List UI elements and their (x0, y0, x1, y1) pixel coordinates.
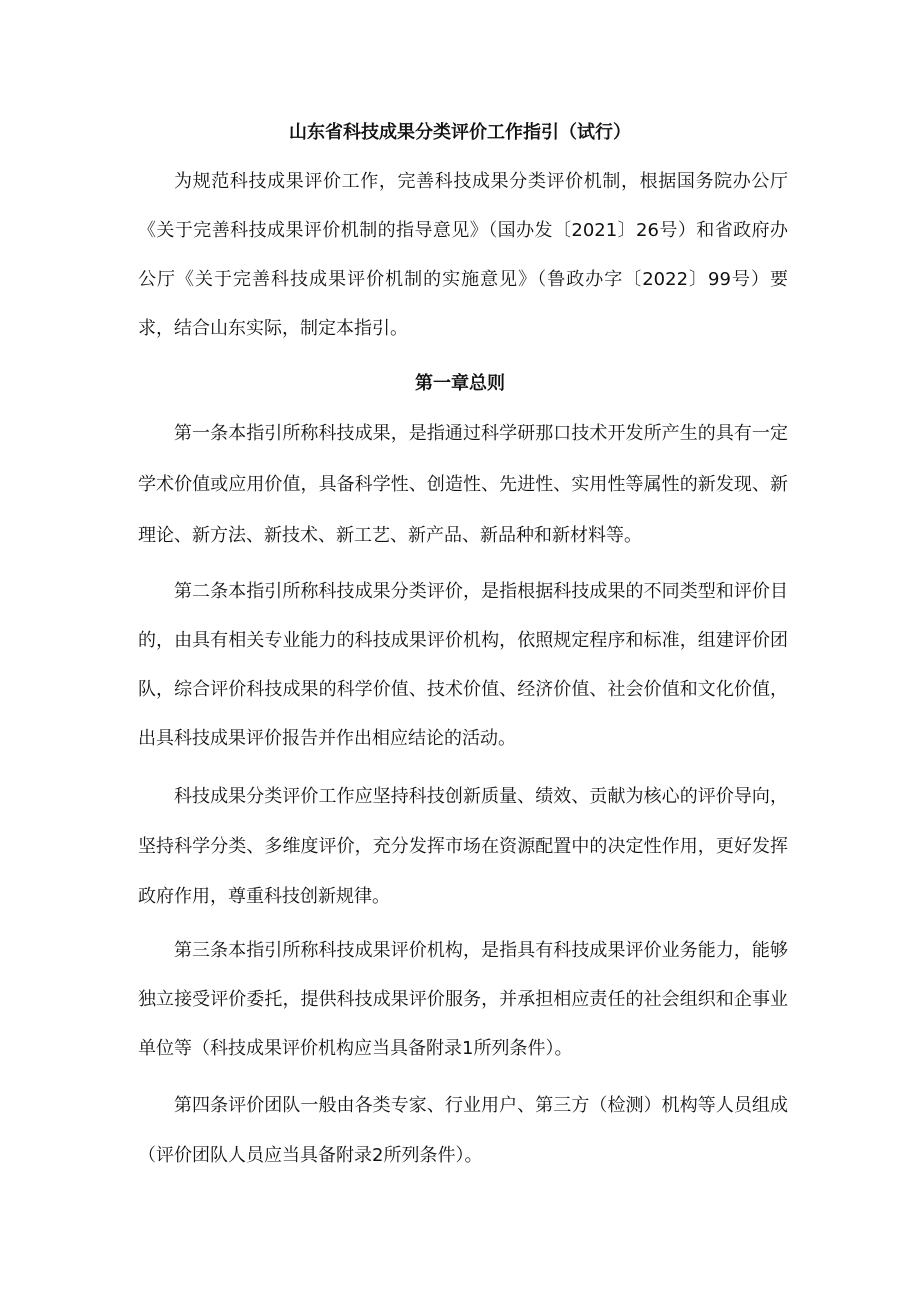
intro-paragraph: 为规范科技成果评价工作，完善科技成果分类评价机制，根据国务院办公厅《关于完善科技成果评价机制的指导意见》（国办发〔2021〕26号）和省政府办公厅《关于完善科技成果评价机制的实施意见》（鲁政办字〔2022〕99号）要求，结合山东实际，制定本指引。 (138, 171, 788, 339)
article-4-paragraph: 第四条评价团队一般由各类专家、行业用户、第三方（检测）机构等人员组成（评价团队人员应当具备附录2所列条件）。 (138, 1095, 788, 1166)
article-2-continuation-paragraph: 科技成果分类评价工作应坚持科技创新质量、绩效、贡献为核心的评价导向，坚持科学分类、多维度评价，充分发挥市场在资源配置中的决定性作用，更好发挥政府作用，尊重科技创新规律。 (138, 786, 788, 907)
document-title: 山东省科技成果分类评价工作指引（试行） (289, 122, 631, 143)
article-1-paragraph: 第一条本指引所称科技成果，是指通过科学研那口技术开发所产生的具有一定学术价值或应用价值，具备科学性、创造性、先进性、实用性等属性的新发现、新理论、新方法、新技术、新工艺、新产品、新品种和新材料等。 (138, 423, 788, 546)
article-3-paragraph: 第三条本指引所称科技成果评价机构，是指具有科技成果评价业务能力，能够独立接受评价委托，提供科技成果评价服务，并承担相应责任的社会组织和企事业单位等（科技成果评价机构应当具备附录1所列条件）。 (138, 940, 788, 1059)
chapter-heading: 第一章总则 (415, 373, 505, 394)
article-2-paragraph: 第二条本指引所称科技成果分类评价，是指根据科技成果的不同类型和评价目的，由具有相关专业能力的科技成果评价机构，依照规定程序和标准，组建评价团队，综合评价科技成果的科学价值、技术价值、经济价值、社会价值和文化价值，出具科技成果评价报告并作出相应结论的活动。 (138, 581, 788, 749)
